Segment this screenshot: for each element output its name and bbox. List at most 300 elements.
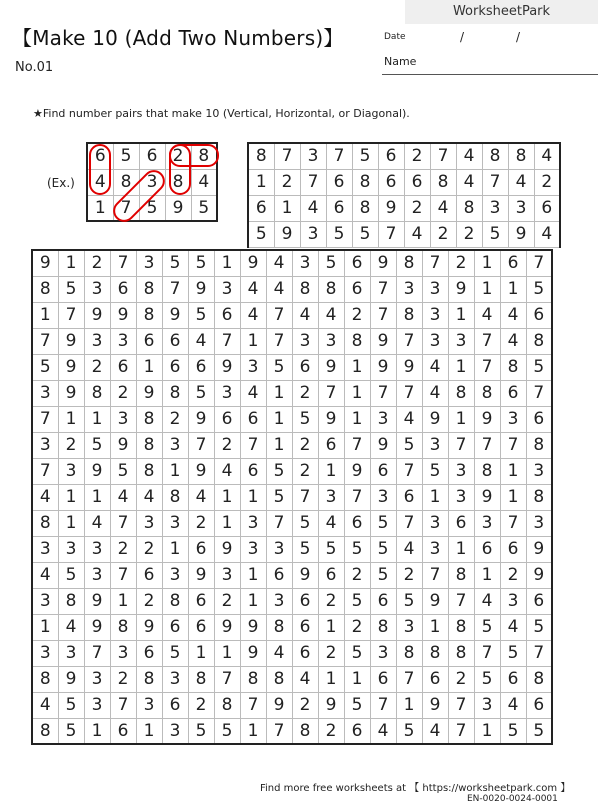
grid-cell[interactable]: 3 (139, 169, 165, 195)
grid-cell[interactable]: 7 (500, 510, 526, 536)
grid-cell[interactable]: 5 (370, 562, 396, 588)
grid-cell[interactable]: 8 (191, 143, 217, 169)
grid-cell[interactable]: 1 (136, 718, 162, 744)
grid-cell[interactable]: 6 (370, 666, 396, 692)
grid-cell[interactable]: 9 (110, 302, 136, 328)
grid-cell[interactable]: 9 (508, 221, 534, 247)
grid-cell[interactable]: 3 (32, 432, 58, 458)
grid-cell[interactable]: 9 (214, 536, 240, 562)
grid-cell[interactable]: 3 (508, 195, 534, 221)
grid-cell[interactable]: 3 (448, 458, 474, 484)
grid-cell[interactable]: 6 (396, 484, 422, 510)
grid-cell[interactable]: 7 (526, 250, 552, 276)
grid-cell[interactable]: 5 (396, 588, 422, 614)
grid-cell[interactable]: 6 (344, 718, 370, 744)
grid-cell[interactable]: 6 (292, 640, 318, 666)
grid-cell[interactable]: 7 (266, 718, 292, 744)
grid-cell[interactable]: 9 (448, 276, 474, 302)
grid-cell[interactable]: 9 (84, 302, 110, 328)
grid-cell[interactable]: 3 (448, 328, 474, 354)
grid-cell[interactable]: 8 (32, 718, 58, 744)
grid-cell[interactable]: 8 (396, 250, 422, 276)
grid-cell[interactable]: 3 (422, 302, 448, 328)
grid-cell[interactable]: 4 (318, 302, 344, 328)
grid-cell[interactable]: 5 (214, 718, 240, 744)
grid-cell[interactable]: 3 (162, 510, 188, 536)
grid-cell[interactable]: 7 (396, 328, 422, 354)
grid-cell[interactable]: 3 (58, 536, 84, 562)
grid-cell[interactable]: 3 (448, 484, 474, 510)
grid-cell[interactable]: 8 (448, 562, 474, 588)
grid-cell[interactable]: 2 (188, 510, 214, 536)
grid-cell[interactable]: 5 (139, 195, 165, 221)
grid-cell[interactable]: 9 (162, 302, 188, 328)
grid-cell[interactable]: 7 (344, 484, 370, 510)
grid-cell[interactable]: 5 (370, 510, 396, 536)
grid-cell[interactable]: 3 (500, 588, 526, 614)
grid-cell[interactable]: 6 (110, 718, 136, 744)
grid-cell[interactable]: 8 (165, 169, 191, 195)
grid-cell[interactable]: 1 (344, 666, 370, 692)
grid-cell[interactable]: 8 (110, 614, 136, 640)
grid-cell[interactable]: 3 (396, 276, 422, 302)
grid-cell[interactable]: 2 (292, 432, 318, 458)
grid-cell[interactable]: 5 (526, 614, 552, 640)
grid-cell[interactable]: 2 (110, 380, 136, 406)
grid-cell[interactable]: 3 (214, 276, 240, 302)
grid-cell[interactable]: 9 (240, 640, 266, 666)
grid-cell[interactable]: 6 (526, 588, 552, 614)
grid-cell[interactable]: 3 (84, 276, 110, 302)
grid-cell[interactable]: 4 (240, 276, 266, 302)
grid-cell[interactable]: 4 (500, 328, 526, 354)
grid-cell[interactable]: 1 (474, 276, 500, 302)
grid-cell[interactable]: 3 (110, 328, 136, 354)
grid-cell[interactable]: 9 (58, 328, 84, 354)
grid-cell[interactable]: 3 (500, 406, 526, 432)
grid-cell[interactable]: 3 (136, 510, 162, 536)
grid-cell[interactable]: 7 (266, 510, 292, 536)
grid-cell[interactable]: 7 (318, 380, 344, 406)
grid-cell[interactable]: 4 (404, 221, 430, 247)
grid-cell[interactable]: 5 (344, 536, 370, 562)
grid-cell[interactable]: 6 (378, 143, 404, 169)
grid-cell[interactable]: 4 (500, 614, 526, 640)
grid-cell[interactable]: 1 (240, 484, 266, 510)
grid-cell[interactable]: 9 (422, 692, 448, 718)
grid-cell[interactable]: 9 (58, 380, 84, 406)
grid-cell[interactable]: 5 (292, 406, 318, 432)
grid-cell[interactable]: 9 (110, 432, 136, 458)
grid-cell[interactable]: 8 (526, 666, 552, 692)
grid-cell[interactable]: 1 (500, 276, 526, 302)
grid-cell[interactable]: 1 (266, 380, 292, 406)
grid-cell[interactable]: 7 (422, 250, 448, 276)
grid-cell[interactable]: 6 (326, 195, 352, 221)
grid-cell[interactable]: 2 (162, 406, 188, 432)
grid-cell[interactable]: 6 (136, 328, 162, 354)
grid-cell[interactable]: 7 (58, 302, 84, 328)
grid-cell[interactable]: 8 (474, 458, 500, 484)
grid-cell[interactable]: 3 (526, 458, 552, 484)
grid-cell[interactable]: 7 (474, 432, 500, 458)
grid-cell[interactable]: 6 (422, 666, 448, 692)
grid-cell[interactable]: 2 (396, 562, 422, 588)
grid-cell[interactable]: 7 (370, 692, 396, 718)
grid-cell[interactable]: 2 (136, 588, 162, 614)
grid-cell[interactable]: 7 (396, 458, 422, 484)
grid-cell[interactable]: 3 (162, 718, 188, 744)
grid-cell[interactable]: 5 (500, 640, 526, 666)
grid-cell[interactable]: 7 (344, 432, 370, 458)
grid-cell[interactable]: 3 (422, 276, 448, 302)
grid-cell[interactable]: 3 (214, 380, 240, 406)
grid-cell[interactable]: 9 (370, 432, 396, 458)
grid-cell[interactable]: 2 (318, 718, 344, 744)
grid-cell[interactable]: 8 (456, 195, 482, 221)
grid-cell[interactable]: 4 (456, 143, 482, 169)
grid-cell[interactable]: 9 (318, 692, 344, 718)
grid-cell[interactable]: 4 (474, 302, 500, 328)
grid-cell[interactable]: 8 (352, 195, 378, 221)
grid-cell[interactable]: 4 (84, 510, 110, 536)
grid-cell[interactable]: 7 (370, 302, 396, 328)
grid-cell[interactable]: 1 (240, 562, 266, 588)
grid-cell[interactable]: 7 (113, 195, 139, 221)
grid-cell[interactable]: 1 (240, 718, 266, 744)
grid-cell[interactable]: 6 (378, 169, 404, 195)
grid-cell[interactable]: 6 (526, 302, 552, 328)
grid-cell[interactable]: 6 (188, 354, 214, 380)
grid-cell[interactable]: 3 (58, 640, 84, 666)
grid-cell[interactable]: 1 (266, 432, 292, 458)
grid-cell[interactable]: 6 (162, 614, 188, 640)
grid-cell[interactable]: 4 (500, 692, 526, 718)
grid-cell[interactable]: 1 (448, 536, 474, 562)
grid-cell[interactable]: 3 (162, 562, 188, 588)
grid-cell[interactable]: 4 (396, 536, 422, 562)
grid-cell[interactable]: 9 (84, 614, 110, 640)
grid-cell[interactable]: 7 (214, 328, 240, 354)
grid-cell[interactable]: 9 (422, 588, 448, 614)
grid-cell[interactable]: 3 (162, 666, 188, 692)
grid-cell[interactable]: 4 (32, 692, 58, 718)
grid-cell[interactable]: 9 (422, 406, 448, 432)
grid-cell[interactable]: 6 (240, 458, 266, 484)
grid-cell[interactable]: 1 (396, 692, 422, 718)
grid-cell[interactable]: 3 (110, 640, 136, 666)
grid-cell[interactable]: 6 (162, 692, 188, 718)
grid-cell[interactable]: 4 (370, 718, 396, 744)
grid-cell[interactable]: 5 (500, 718, 526, 744)
grid-cell[interactable]: 9 (84, 588, 110, 614)
grid-cell[interactable]: 8 (422, 640, 448, 666)
grid-cell[interactable]: 1 (344, 380, 370, 406)
grid-cell[interactable]: 5 (113, 143, 139, 169)
grid-cell[interactable]: 8 (136, 302, 162, 328)
grid-cell[interactable]: 7 (274, 143, 300, 169)
grid-cell[interactable]: 5 (162, 250, 188, 276)
grid-cell[interactable]: 6 (534, 195, 560, 221)
grid-cell[interactable]: 3 (84, 536, 110, 562)
grid-cell[interactable]: 7 (266, 302, 292, 328)
grid-cell[interactable]: 4 (136, 484, 162, 510)
grid-cell[interactable]: 6 (188, 536, 214, 562)
grid-cell[interactable]: 8 (508, 143, 534, 169)
grid-cell[interactable]: 8 (113, 169, 139, 195)
grid-cell[interactable]: 6 (500, 250, 526, 276)
grid-cell[interactable]: 3 (214, 562, 240, 588)
grid-cell[interactable]: 7 (110, 250, 136, 276)
grid-cell[interactable]: 5 (318, 536, 344, 562)
grid-cell[interactable]: 6 (500, 536, 526, 562)
grid-cell[interactable]: 3 (162, 432, 188, 458)
grid-cell[interactable]: 6 (292, 588, 318, 614)
grid-cell[interactable]: 5 (58, 692, 84, 718)
grid-cell[interactable]: 5 (370, 536, 396, 562)
grid-cell[interactable]: 3 (32, 588, 58, 614)
grid-cell[interactable]: 1 (248, 169, 274, 195)
grid-cell[interactable]: 6 (474, 536, 500, 562)
grid-cell[interactable]: 7 (526, 380, 552, 406)
grid-cell[interactable]: 1 (214, 640, 240, 666)
grid-cell[interactable]: 5 (292, 510, 318, 536)
grid-cell[interactable]: 5 (266, 458, 292, 484)
grid-cell[interactable]: 4 (396, 406, 422, 432)
grid-cell[interactable]: 8 (396, 302, 422, 328)
grid-cell[interactable]: 4 (32, 484, 58, 510)
grid-cell[interactable]: 2 (292, 380, 318, 406)
grid-cell[interactable]: 8 (526, 328, 552, 354)
grid-cell[interactable]: 7 (448, 692, 474, 718)
grid-cell[interactable]: 2 (456, 221, 482, 247)
grid-cell[interactable]: 4 (188, 328, 214, 354)
grid-cell[interactable]: 1 (162, 536, 188, 562)
grid-cell[interactable]: 1 (474, 718, 500, 744)
grid-cell[interactable]: 8 (482, 143, 508, 169)
grid-cell[interactable]: 2 (136, 536, 162, 562)
grid-cell[interactable]: 2 (404, 195, 430, 221)
grid-cell[interactable]: 9 (370, 250, 396, 276)
grid-cell[interactable]: 6 (370, 458, 396, 484)
grid-cell[interactable]: 2 (448, 250, 474, 276)
grid-cell[interactable]: 8 (136, 432, 162, 458)
grid-cell[interactable]: 6 (344, 250, 370, 276)
grid-cell[interactable]: 1 (84, 718, 110, 744)
grid-cell[interactable]: 4 (430, 195, 456, 221)
grid-cell[interactable]: 5 (162, 640, 188, 666)
grid-cell[interactable]: 6 (370, 588, 396, 614)
grid-cell[interactable]: 7 (474, 640, 500, 666)
grid-cell[interactable]: 3 (300, 143, 326, 169)
grid-cell[interactable]: 1 (448, 406, 474, 432)
grid-cell[interactable]: 5 (32, 354, 58, 380)
grid-cell[interactable]: 3 (84, 692, 110, 718)
grid-cell[interactable]: 7 (500, 432, 526, 458)
grid-cell[interactable]: 5 (396, 432, 422, 458)
grid-cell[interactable]: 3 (482, 195, 508, 221)
grid-cell[interactable]: 5 (188, 718, 214, 744)
grid-cell[interactable]: 1 (214, 510, 240, 536)
grid-cell[interactable]: 2 (448, 666, 474, 692)
grid-cell[interactable]: 7 (378, 221, 404, 247)
grid-cell[interactable]: 7 (370, 380, 396, 406)
grid-cell[interactable]: 3 (240, 536, 266, 562)
grid-cell[interactable]: 7 (32, 328, 58, 354)
grid-cell[interactable]: 5 (344, 692, 370, 718)
grid-cell[interactable]: 2 (534, 169, 560, 195)
grid-cell[interactable]: 9 (474, 406, 500, 432)
grid-cell[interactable]: 5 (191, 195, 217, 221)
grid-cell[interactable]: 6 (248, 195, 274, 221)
grid-cell[interactable]: 3 (32, 380, 58, 406)
grid-cell[interactable]: 6 (240, 406, 266, 432)
grid-cell[interactable]: 2 (430, 221, 456, 247)
grid-cell[interactable]: 4 (266, 276, 292, 302)
grid-cell[interactable]: 4 (456, 169, 482, 195)
grid-cell[interactable]: 7 (396, 380, 422, 406)
grid-cell[interactable]: 5 (318, 250, 344, 276)
grid-cell[interactable]: 3 (32, 536, 58, 562)
grid-cell[interactable]: 5 (188, 302, 214, 328)
grid-cell[interactable]: 8 (292, 718, 318, 744)
grid-cell[interactable]: 8 (214, 692, 240, 718)
grid-cell[interactable]: 4 (474, 588, 500, 614)
grid-cell[interactable]: 8 (318, 276, 344, 302)
grid-cell[interactable]: 4 (266, 250, 292, 276)
grid-cell[interactable]: 6 (326, 169, 352, 195)
grid-cell[interactable]: 5 (266, 354, 292, 380)
grid-cell[interactable]: 9 (84, 458, 110, 484)
grid-cell[interactable]: 9 (274, 221, 300, 247)
grid-cell[interactable]: 2 (318, 640, 344, 666)
grid-cell[interactable]: 6 (404, 169, 430, 195)
grid-cell[interactable]: 4 (318, 510, 344, 536)
grid-cell[interactable]: 3 (422, 432, 448, 458)
grid-cell[interactable]: 5 (344, 640, 370, 666)
grid-cell[interactable]: 8 (240, 666, 266, 692)
grid-cell[interactable]: 6 (500, 666, 526, 692)
grid-cell[interactable]: 9 (370, 354, 396, 380)
grid-cell[interactable]: 8 (136, 666, 162, 692)
grid-cell[interactable]: 8 (526, 432, 552, 458)
grid-cell[interactable]: 4 (534, 143, 560, 169)
grid-cell[interactable]: 1 (318, 666, 344, 692)
grid-cell[interactable]: 2 (344, 562, 370, 588)
grid-cell[interactable]: 7 (32, 406, 58, 432)
grid-cell[interactable]: 9 (188, 406, 214, 432)
grid-cell[interactable]: 2 (344, 614, 370, 640)
grid-cell[interactable]: 7 (422, 562, 448, 588)
grid-cell[interactable]: 5 (58, 562, 84, 588)
grid-cell[interactable]: 8 (188, 666, 214, 692)
grid-cell[interactable]: 2 (214, 432, 240, 458)
grid-cell[interactable]: 9 (188, 276, 214, 302)
grid-cell[interactable]: 4 (191, 169, 217, 195)
grid-cell[interactable]: 8 (136, 406, 162, 432)
grid-cell[interactable]: 4 (500, 302, 526, 328)
grid-cell[interactable]: 8 (58, 588, 84, 614)
grid-cell[interactable]: 5 (188, 380, 214, 406)
grid-cell[interactable]: 5 (482, 221, 508, 247)
grid-cell[interactable]: 9 (32, 250, 58, 276)
grid-cell[interactable]: 3 (370, 640, 396, 666)
grid-cell[interactable]: 4 (508, 169, 534, 195)
grid-cell[interactable]: 7 (396, 666, 422, 692)
grid-cell[interactable]: 3 (300, 221, 326, 247)
grid-cell[interactable]: 7 (110, 692, 136, 718)
grid-cell[interactable]: 4 (292, 666, 318, 692)
grid-cell[interactable]: 9 (240, 250, 266, 276)
grid-cell[interactable]: 3 (422, 510, 448, 536)
grid-cell[interactable]: 9 (344, 458, 370, 484)
grid-cell[interactable]: 6 (448, 510, 474, 536)
grid-cell[interactable]: 6 (344, 510, 370, 536)
grid-cell[interactable]: 8 (370, 614, 396, 640)
grid-cell[interactable]: 8 (352, 169, 378, 195)
grid-cell[interactable]: 1 (87, 195, 113, 221)
grid-cell[interactable]: 5 (526, 354, 552, 380)
grid-cell[interactable]: 8 (474, 380, 500, 406)
grid-cell[interactable]: 2 (404, 143, 430, 169)
grid-cell[interactable]: 6 (214, 302, 240, 328)
grid-cell[interactable]: 2 (188, 692, 214, 718)
grid-cell[interactable]: 2 (110, 536, 136, 562)
grid-cell[interactable]: 8 (292, 276, 318, 302)
grid-cell[interactable]: 9 (214, 354, 240, 380)
grid-cell[interactable]: 6 (292, 614, 318, 640)
grid-cell[interactable]: 1 (188, 640, 214, 666)
grid-cell[interactable]: 3 (526, 510, 552, 536)
grid-cell[interactable]: 1 (344, 354, 370, 380)
grid-cell[interactable]: 1 (266, 406, 292, 432)
grid-cell[interactable]: 1 (110, 588, 136, 614)
grid-cell[interactable]: 7 (448, 588, 474, 614)
grid-cell[interactable]: 8 (526, 484, 552, 510)
grid-cell[interactable]: 2 (84, 354, 110, 380)
grid-cell[interactable]: 1 (500, 484, 526, 510)
grid-cell[interactable]: 6 (344, 276, 370, 302)
grid-cell[interactable]: 3 (266, 536, 292, 562)
grid-cell[interactable]: 7 (300, 169, 326, 195)
grid-cell[interactable]: 6 (526, 406, 552, 432)
grid-cell[interactable]: 5 (344, 588, 370, 614)
grid-cell[interactable]: 2 (344, 302, 370, 328)
grid-cell[interactable]: 9 (58, 666, 84, 692)
grid-cell[interactable]: 9 (474, 484, 500, 510)
grid-cell[interactable]: 7 (326, 143, 352, 169)
grid-cell[interactable]: 1 (500, 458, 526, 484)
grid-cell[interactable]: 5 (188, 250, 214, 276)
grid-cell[interactable]: 9 (526, 536, 552, 562)
grid-cell[interactable]: 1 (318, 614, 344, 640)
grid-cell[interactable]: 3 (240, 354, 266, 380)
grid-cell[interactable]: 6 (162, 354, 188, 380)
grid-cell[interactable]: 8 (32, 276, 58, 302)
grid-cell[interactable]: 9 (318, 354, 344, 380)
grid-cell[interactable]: 6 (318, 432, 344, 458)
grid-cell[interactable]: 5 (474, 614, 500, 640)
grid-cell[interactable]: 8 (136, 276, 162, 302)
grid-cell[interactable]: 4 (240, 302, 266, 328)
grid-cell[interactable]: 3 (370, 484, 396, 510)
grid-cell[interactable]: 3 (240, 510, 266, 536)
grid-cell[interactable]: 1 (240, 588, 266, 614)
grid-cell[interactable]: 3 (474, 692, 500, 718)
grid-cell[interactable]: 9 (378, 195, 404, 221)
grid-cell[interactable]: 7 (482, 169, 508, 195)
grid-cell[interactable]: 7 (370, 276, 396, 302)
